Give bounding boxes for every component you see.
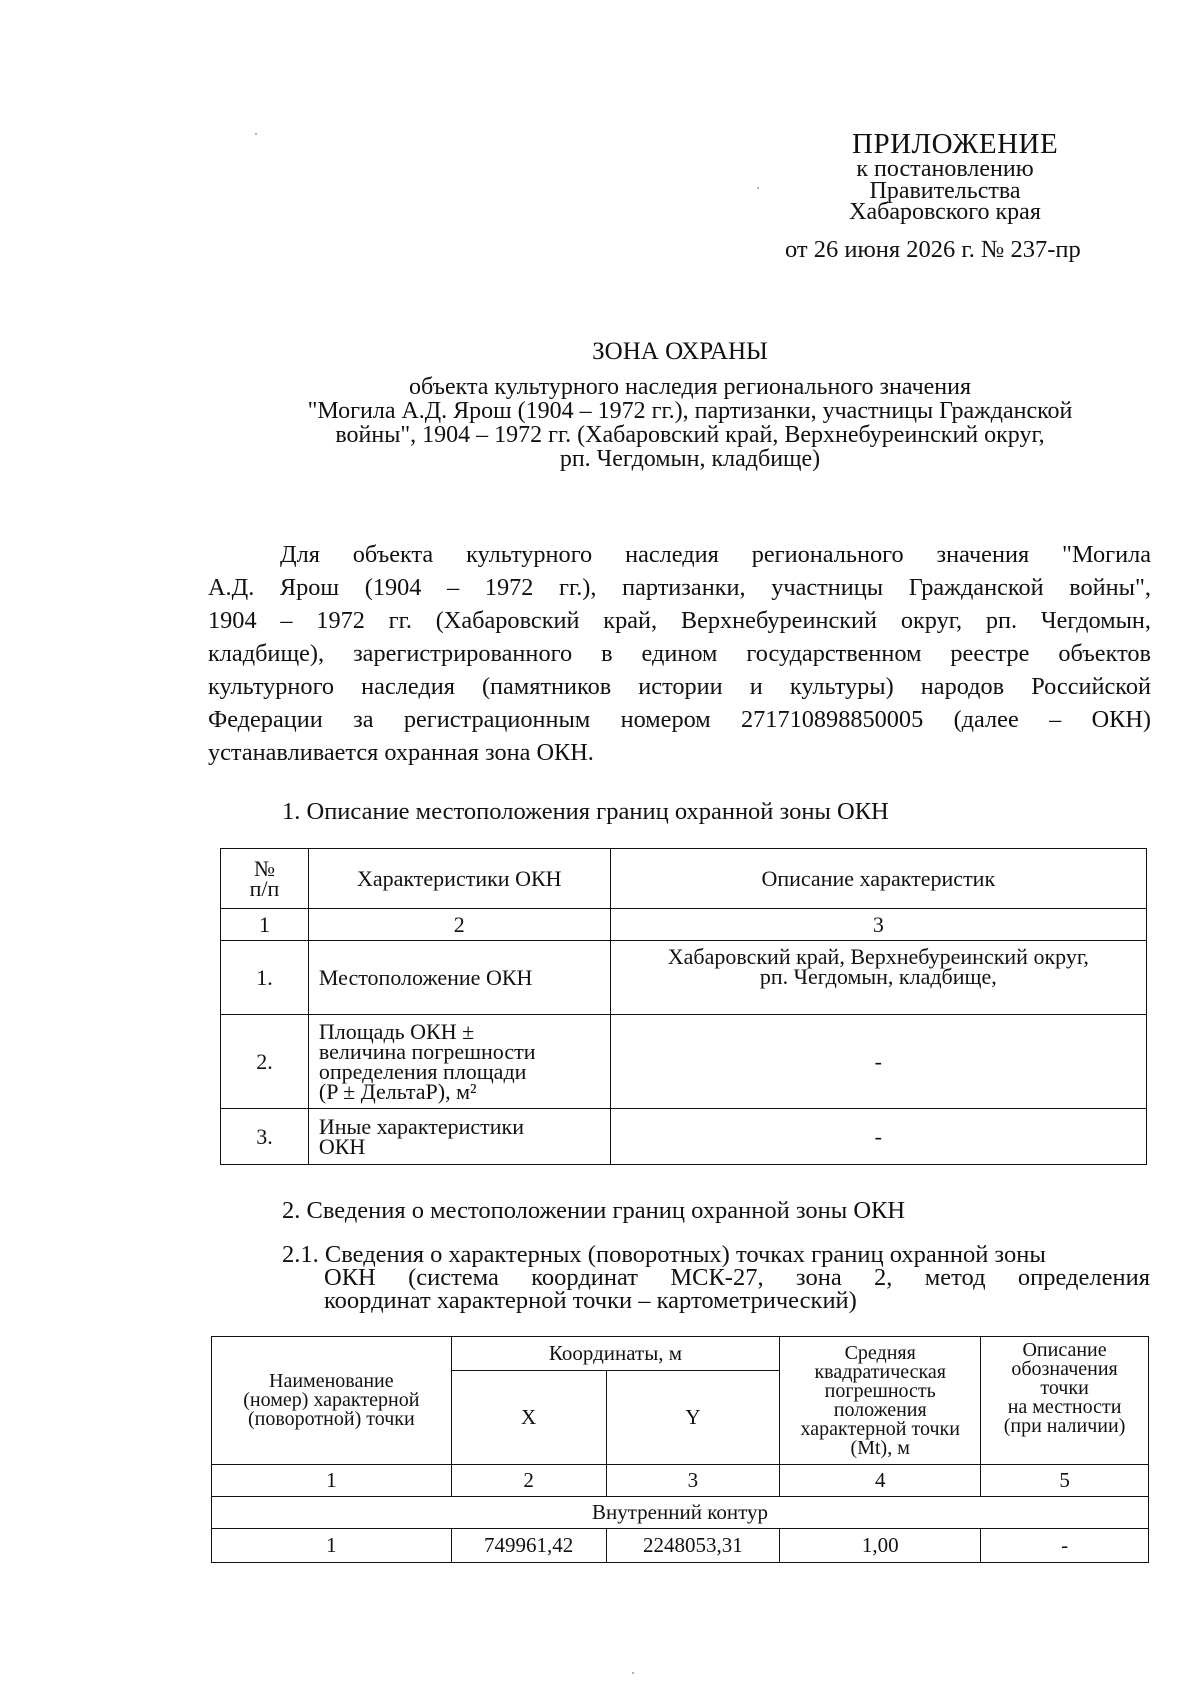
index-cell: 5 [981,1465,1149,1497]
paragraph-line: Для объекта культурного наследия регионального значения "Могила [280,541,1151,568]
row-description: - [610,1109,1146,1165]
row-characteristic: Местоположение ОКН [308,941,610,1015]
header-cell-number: № п/п [221,849,309,909]
index-cell: 3 [610,909,1146,941]
point-y: 2248053,31 [606,1529,780,1563]
appendix-line: к постановлению [856,156,1034,182]
header-coordinates: Координаты, м [451,1337,780,1371]
table-row [221,1109,1147,1165]
paragraph-line: 1904 – 1972 гг. (Хабаровский край, Верхнебуреинский округ, рп. Чегдомын, [208,607,1151,634]
row-characteristic: Площадь ОКН ± величина погрешности определения площади (P ± ДельтаP), м² [308,1015,610,1109]
scan-speck [757,187,759,189]
paragraph-line: культурного наследия (памятников истории и культуры) народов Российской [208,673,1151,700]
table-header-row [212,1337,1149,1371]
row-description: Хабаровский край, Верхнебуреинский округ, рп. Чегдомын, кладбище, [610,941,1146,1015]
header-y: Y [606,1371,780,1465]
subsection-2-1 [282,1243,1150,1312]
header-mean-error: Средняя квадратическая погрешность положения характерной точки (Mt), м [780,1337,981,1465]
point-x: 749961,42 [451,1529,606,1563]
index-cell: 1 [212,1465,452,1497]
coordinates-table [211,1336,1149,1563]
header-point-name: Наименование (номер) характерной (поворотной) точки [212,1337,452,1465]
table-index-row [221,909,1147,941]
scan-speck [632,1672,634,1674]
index-cell: 3 [606,1465,780,1497]
row-characteristic: Иные характеристики ОКН [308,1109,610,1165]
paragraph-line: кладбище), зарегистрированного в едином государственном реестре объектов [208,640,1151,667]
point-number: 1 [212,1529,452,1563]
object-name-line: войны", 1904 – 1972 гг. (Хабаровский край, Верхнебуреинский округ, [335,422,1045,448]
point-mt: 1,00 [780,1529,981,1563]
point-description: - [981,1529,1149,1563]
index-cell: 4 [780,1465,981,1497]
index-cell: 2 [451,1465,606,1497]
contour-row [212,1497,1149,1529]
paragraph-line: Федерации за регистрационным номером 271710898850005 (далее – ОКН) [208,706,1151,733]
subsection-line: координат характерной точки – картометрический) [324,1287,857,1314]
row-number: 3. [221,1109,309,1165]
table-index-row [212,1465,1149,1497]
appendix-line: Правительства [869,178,1021,204]
contour-label: Внутренний контур [212,1497,1149,1529]
decree-date-number: от 26 июня 2026 г. № 237-пр [785,236,1081,263]
header-cell-characteristics: Характеристики ОКН [308,849,610,909]
appendix-line: Хабаровского края [849,199,1041,225]
paragraph-line: А.Д. Ярош (1904 – 1972 гг.), партизанки, участницы Гражданской войны", [208,574,1151,601]
table-header-row [221,849,1147,909]
paragraph-line: устанавливается охранная зона ОКН. [208,739,594,766]
subsection-line: 2.1. Сведения о характерных (поворотных) точках границ охранной зоны [282,1241,1046,1268]
header-x: X [451,1371,606,1465]
table-row [212,1529,1149,1563]
row-number: 2. [221,1015,309,1109]
appendix-title: ПРИЛОЖЕНИЕ [852,128,1059,160]
row-description: - [610,1015,1146,1109]
header-cell-description: Описание характеристик [610,849,1146,909]
object-name-line: объекта культурного наследия регионального значения [408,374,972,400]
intro-paragraph [208,538,1151,769]
section-1-title: 1. Описание местоположения границ охранной зоны ОКН [282,798,889,825]
scan-speck [255,133,257,135]
subsection-line: ОКН (система координат МСК-27, зона 2, метод определения [324,1264,1150,1291]
header-point-description: Описание обозначения точки на местности (при наличии) [981,1337,1149,1465]
object-name-line: рп. Чегдомын, кладбище) [559,446,821,472]
index-cell: 1 [221,909,309,941]
table-row [221,941,1147,1015]
object-name-line: "Могила А.Д. Ярош (1904 – 1972 гг.), партизанки, участницы Гражданской [307,398,1073,424]
section-2-title: 2. Сведения о местоположении границ охранной зоны ОКН [282,1197,906,1224]
table-row [221,1015,1147,1109]
boundary-description-table [220,848,1147,1165]
row-number: 1. [221,941,309,1015]
index-cell: 2 [308,909,610,941]
document-title: ЗОНА ОХРАНЫ [592,338,768,365]
